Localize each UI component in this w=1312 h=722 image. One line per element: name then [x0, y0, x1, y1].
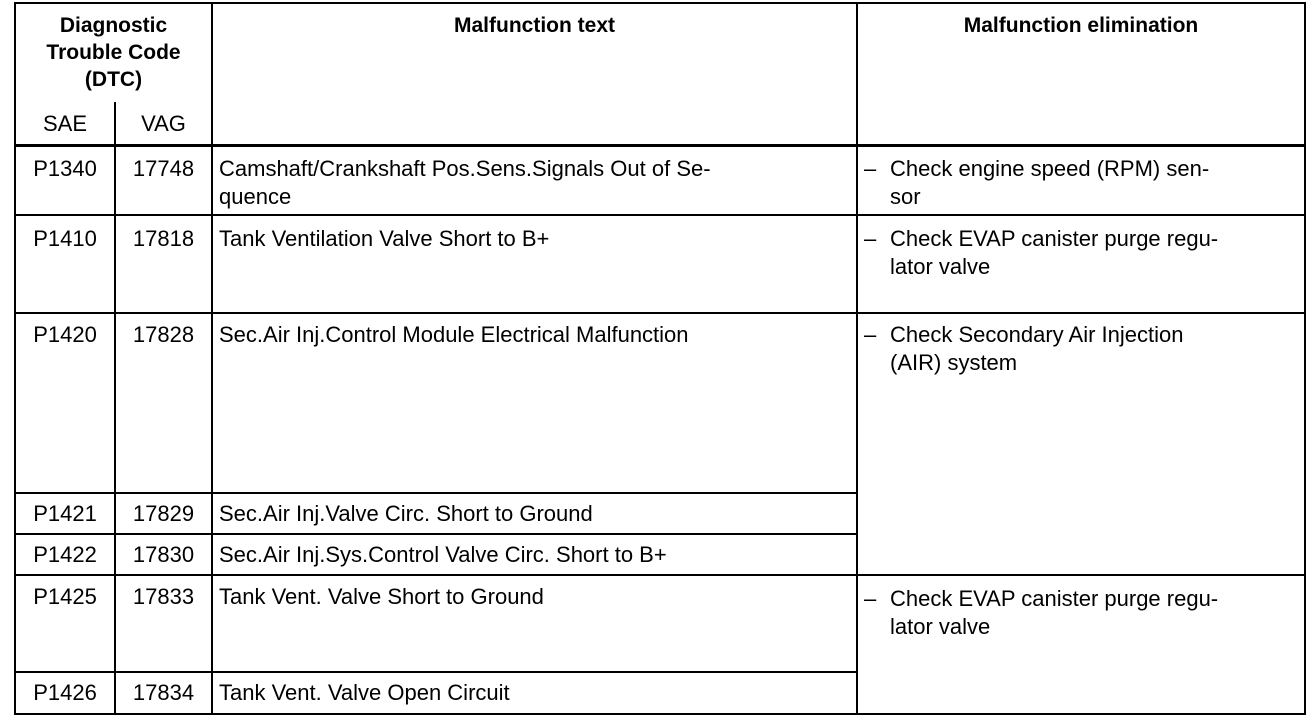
elim1-dash: –	[864, 156, 877, 181]
elim1-line2: sor	[890, 184, 921, 209]
elim4-line2: lator valve	[890, 614, 991, 639]
row-sep-5	[14, 574, 1306, 576]
table-border-bottom	[14, 713, 1306, 715]
row5-vag: 17830	[132, 542, 195, 567]
elim2-line2: lator valve	[890, 254, 991, 279]
row5-text-line1: Sec.Air Inj.Sys.Control Valve Circ. Short to B+	[219, 542, 667, 567]
col-sep-vag-text	[211, 2, 213, 715]
row-sep-4	[14, 533, 857, 535]
table-border-right	[1304, 2, 1306, 715]
row5-sae: P1422	[33, 542, 97, 567]
row3-text-line1: Sec.Air Inj.Control Module Electrical Malfunction	[219, 322, 689, 347]
row6-text-line1: Tank Vent. Valve Short to Ground	[219, 584, 544, 609]
row-sep-2	[14, 312, 1306, 314]
col-sep-sae-vag	[114, 102, 116, 715]
row2-text-line1: Tank Ventilation Valve Short to B+	[219, 226, 550, 251]
elim3-line1: Check Secondary Air Injection	[890, 322, 1184, 347]
header-dtc-line2: Trouble Code	[46, 41, 181, 64]
table-border-top	[14, 2, 1306, 4]
header-vag: VAG	[141, 111, 186, 136]
row3-vag: 17828	[132, 322, 195, 347]
elim4-line1: Check EVAP canister purge regu-	[890, 586, 1219, 611]
header-divider	[14, 144, 1306, 147]
elim4-dash: –	[864, 586, 877, 611]
row7-text-line1: Tank Vent. Valve Open Circuit	[219, 680, 510, 705]
header-sae: SAE	[42, 111, 88, 136]
row1-vag: 17748	[132, 156, 195, 181]
elim2-dash: –	[864, 226, 877, 251]
header-dtc-line1: Diagnostic	[59, 14, 168, 37]
row2-sae: P1410	[33, 226, 97, 251]
row7-sae: P1426	[33, 680, 97, 705]
elim3-dash: –	[864, 322, 877, 347]
row1-text-line2: quence	[219, 184, 292, 209]
header-malfunction-elimination: Malfunction elimination	[963, 14, 1199, 37]
col-sep-text-elim	[856, 2, 858, 715]
elim3-line2: (AIR) system	[890, 350, 1018, 375]
row7-vag: 17834	[132, 680, 195, 705]
row4-sae: P1421	[33, 501, 97, 526]
row6-vag: 17833	[132, 584, 195, 609]
row4-text-line1: Sec.Air Inj.Valve Circ. Short to Ground	[219, 501, 593, 526]
row1-text-line1: Camshaft/Crankshaft Pos.Sens.Signals Out of Se-	[219, 156, 711, 181]
row6-sae: P1425	[33, 584, 97, 609]
header-malfunction-text: Malfunction text	[454, 14, 615, 37]
row-sep-3	[14, 492, 857, 494]
row-sep-1	[14, 214, 1306, 216]
row2-vag: 17818	[132, 226, 195, 251]
row-sep-6	[14, 671, 857, 673]
row4-vag: 17829	[132, 501, 195, 526]
elim2-line1: Check EVAP canister purge regu-	[890, 226, 1219, 251]
row3-sae: P1420	[33, 322, 97, 347]
header-dtc-line3: (DTC)	[84, 68, 143, 91]
elim1-line1: Check engine speed (RPM) sen-	[890, 156, 1210, 181]
row1-sae: P1340	[33, 156, 97, 181]
